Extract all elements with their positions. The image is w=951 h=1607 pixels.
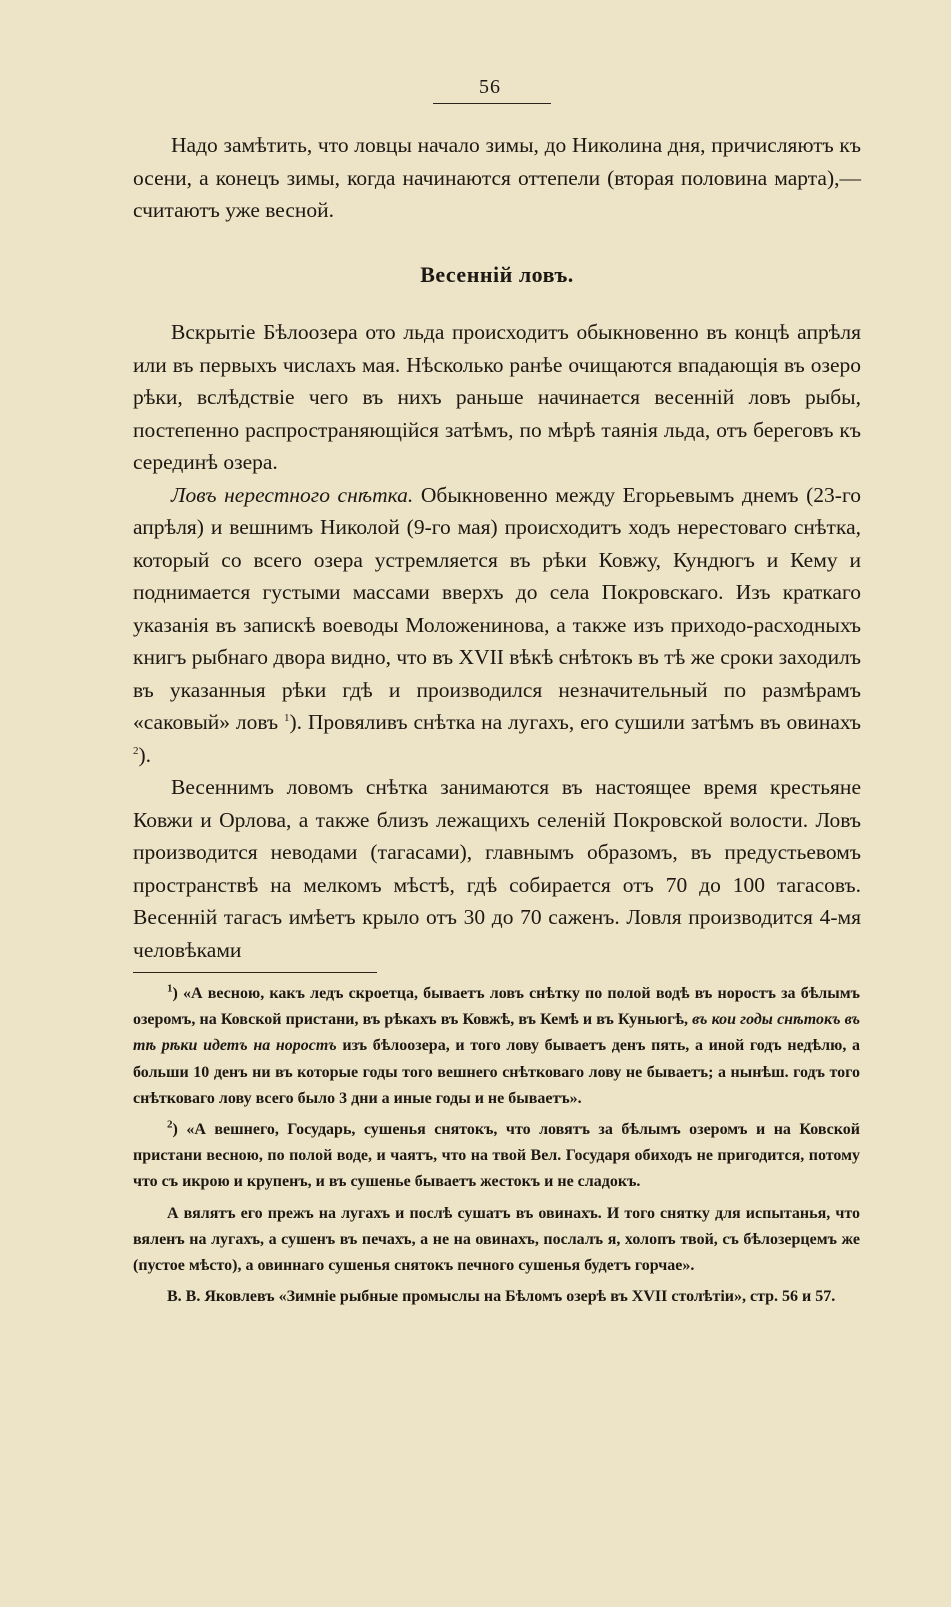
intro-paragraph-block: [133, 129, 861, 227]
page-number: 56: [479, 76, 501, 98]
footnote-1-text-a: ) «А весною, какъ ледъ скроетца, бываетъ ловъ снѣтку по полой водѣ въ норостъ за бѣлымъ озеромъ, на Ковской пристани, въ рѣкахъ въ Ковжѣ, въ Кемѣ и въ Куньюгѣ,: [133, 985, 860, 1029]
footnote-1-italic: въ кои годы снѣтокъ въ тѣ рѣки идетъ на норостъ: [133, 1011, 861, 1055]
paragraph-text-end: ).: [138, 742, 152, 767]
footnote-source: В. В. Яковлевъ «Зимніе рыбные промыслы на Бѣломъ озерѣ въ XVII столѣтіи», стр. 56 и 57.: [167, 1288, 836, 1306]
footnotes-block: [133, 981, 860, 1315]
header-rule: [433, 103, 551, 104]
intro-paragraph: Надо замѣтить, что ловцы начало зимы, до Николина дня, причисляютъ къ осени, а конецъ зимы, когда начинаются оттепели (вторая половина марта),—считаютъ уже весной.: [133, 133, 861, 222]
footnote-1-text-b: изъ бѣлоозера, и того лову бываетъ денъ пять, а иной годъ недѣлю, а больши 10 денъ ни въ которые годы того вешнего снѣтковаго лову не бываетъ; а нынѣш. годъ того снѣтковаго лову всего было 3 дни а иные годы и не бываетъ».: [133, 1037, 860, 1107]
footnote-2: [133, 1117, 860, 1196]
paragraph-spring-fishing: Весеннимъ ловомъ снѣтка занимаются въ настоящее время крестьяне Ковжи и Орлова, а также близъ лежащихъ селеній Покровской волости. Ловъ производится неводами (тагасами), главнымъ образомъ, въ предустьевомъ пространствѣ на мелкомъ мѣстѣ, гдѣ собирается отъ 70 до 100 тагасовъ. Весенній тагасъ имѣетъ крыло отъ 30 до 70 саженъ. Ловля производится 4-мя человѣками: [133, 775, 861, 962]
footnote-2-text: ) «А вешнего, Государь, сушенья снятокъ, что ловятъ за бѣлымъ озеромъ и на Ковской пристани весною, по полой воде, и чаятъ, что на твой Вел. Государя обиходъ не пригодится, потому что съ икрою и крупенъ, и въ сушенье бываетъ жестокъ и не сладокъ.: [133, 1121, 860, 1191]
footnote-2-continuation: А вялятъ его прежъ на лугахъ и послѣ сушатъ въ овинахъ. И того снятку для испытанья, что вяленъ на лугахъ, а сушенъ въ печахъ, а не на овинахъ, послалъ я, холопъ твой, съ бѣлозерцемъ же (пустое мѣсто), а овиннаго сушенья снятокъ печного сушенья будетъ горчае».: [133, 1204, 860, 1275]
footnote-ref-1: 1: [283, 711, 290, 724]
paragraph-spawning-catch: [133, 479, 861, 772]
paragraph-ice-breakup: Вскрытіе Бѣлоозера ото льда происходитъ обыкновенно въ концѣ апрѣля или въ первыхъ числахъ мая. Нѣсколько ранѣе очищаются впадающія въ озеро рѣки, вслѣдствіе чего въ нихъ раньше начинается весенній ловъ рыбы, постепенно распространяющійся затѣмъ, по мѣрѣ таянія льда, отъ береговъ къ серединѣ озера.: [133, 320, 861, 474]
paragraph-lead-italic: Ловъ нерестного снѣтка.: [171, 482, 414, 507]
footnote-ref-2: 2: [133, 744, 139, 757]
footnote-1: [133, 981, 860, 1112]
section-title: Весенній ловъ.: [420, 262, 574, 287]
footnote-separator: [133, 972, 377, 973]
footnote-1-mark: 1: [167, 982, 173, 995]
footnote-2-mark: 2: [167, 1118, 173, 1131]
paragraph-text-part2: ). Провяливъ снѣтка на лугахъ, его сушили затѣмъ въ овинахъ: [289, 710, 861, 734]
main-text: [133, 316, 861, 966]
paragraph-text-part1: Обыкновенно между Егорьевымъ днемъ (23-го апрѣля) и вешнимъ Николой (9-го мая) происходитъ ходъ нерестоваго снѣтка, который со всего озера устремляется въ рѣки Ковжу, Кундюгъ и Кему и поднимается густыми массами вверхъ до села Покровскаго. Изъ краткаго указанія въ запискѣ воеводы Моложенинова, а также изъ приходо-расходныхъ книгъ рыбнаго двора видно, что въ XVII вѣкѣ снѣтокъ въ тѣ же сроки заходилъ въ указанныя рѣки гдѣ и производился незначительный по размѣрамъ «саковый» ловъ: [133, 482, 861, 734]
